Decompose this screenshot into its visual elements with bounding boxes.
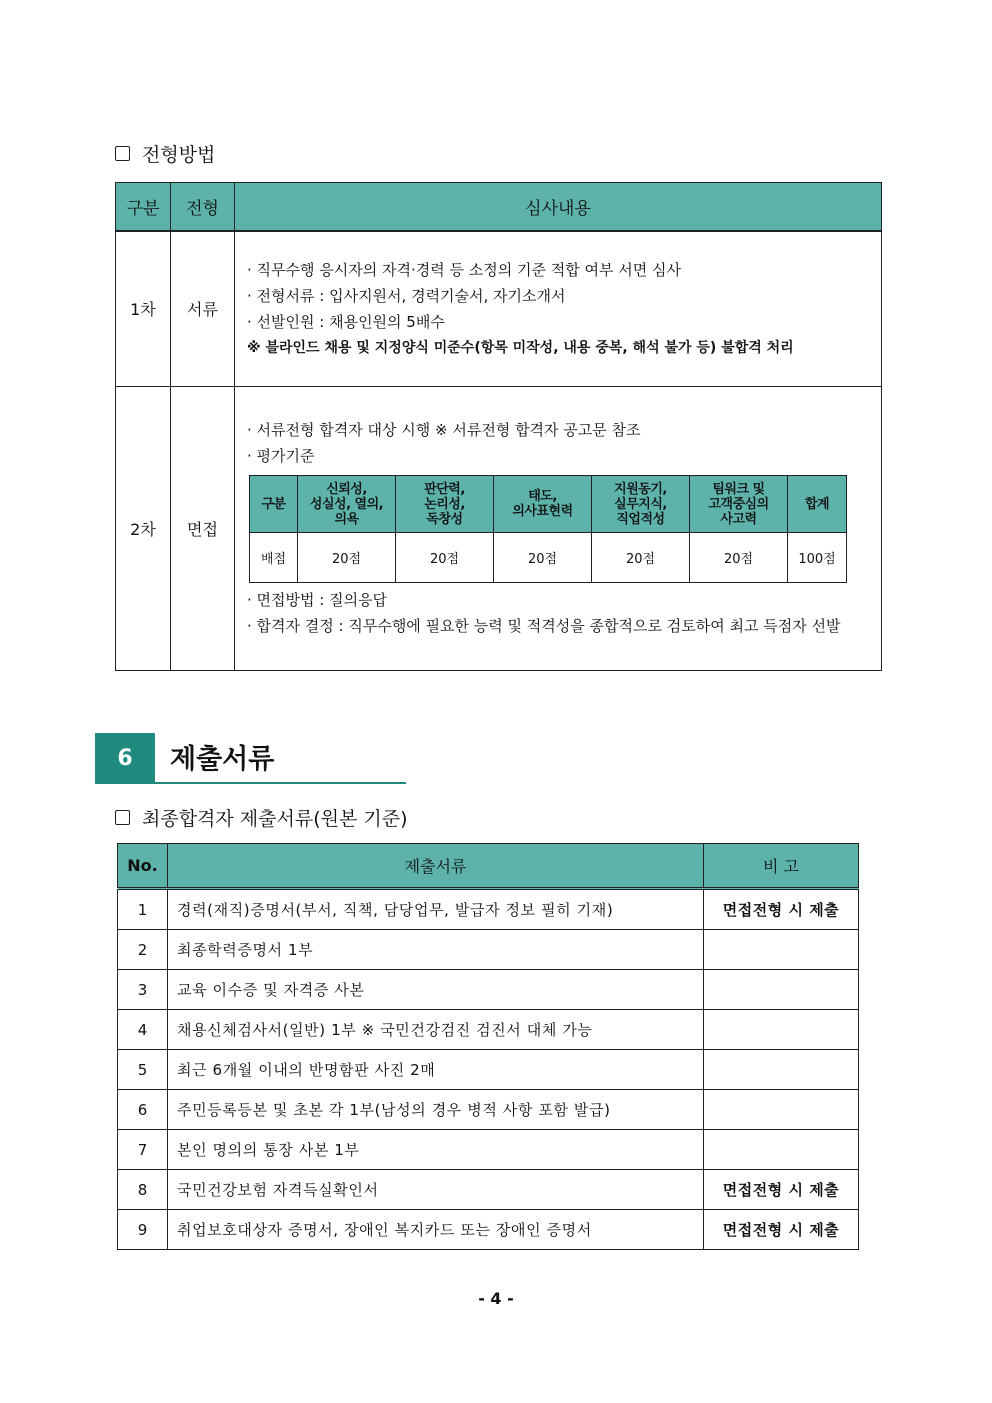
table-row: [118, 1210, 859, 1250]
criteria-points: 20점: [298, 533, 396, 583]
round2-stage: 2차: [116, 386, 171, 670]
criteria-name-line: 팀워크 및: [712, 481, 765, 497]
criteria-points: 20점: [592, 533, 690, 583]
criteria-name-line: 판단력,: [424, 481, 465, 497]
selection-table: [115, 182, 882, 671]
table-row: [118, 1130, 859, 1170]
row-note: [704, 1010, 859, 1050]
table-row: [118, 970, 859, 1010]
criteria-total-header: [788, 476, 847, 533]
checkbox-icon: [115, 146, 130, 161]
documents-header-row: [118, 844, 859, 889]
round2-row: [116, 386, 882, 670]
header-doc: 제출서류: [168, 844, 704, 889]
round1-stage: 1차: [116, 231, 171, 386]
round1-content: [235, 231, 882, 386]
round1-note: ※ 블라인드 채용 및 지정양식 미준수(항목 미작성, 내용 중복, 해석 불가 등) 불합격 처리: [247, 339, 794, 356]
table-row: [118, 889, 859, 930]
row-note: 면접전형 시 제출: [704, 889, 859, 930]
round1-line: · 전형서류 : 입사지원서, 경력기술서, 자기소개서: [247, 286, 566, 305]
criteria-name-line: 합계: [804, 496, 830, 512]
row-no: 2: [118, 930, 168, 970]
header-type: 전형: [171, 183, 235, 232]
round2-type: 면접: [171, 386, 235, 670]
row-no: 8: [118, 1170, 168, 1210]
row-note: [704, 1090, 859, 1130]
row-doc: 최근 6개월 이내의 반명함판 사진 2매: [168, 1050, 704, 1090]
row-no: 4: [118, 1010, 168, 1050]
table-row: [118, 1090, 859, 1130]
criteria-name-line: 의사표현력: [512, 504, 573, 519]
selection-heading-text: 전형방법: [142, 144, 216, 166]
row-doc: 최종학력증명서 1부: [168, 930, 704, 970]
row-note: 면접전형 시 제출: [704, 1170, 859, 1210]
row-no: 7: [118, 1130, 168, 1170]
criteria-name-line: 태도,: [528, 489, 557, 504]
round2-content: [235, 386, 882, 670]
header-note: 비 고: [704, 844, 859, 889]
round1-line: · 직무수행 응시자의 자격·경력 등 소정의 기준 적합 여부 서면 심사: [247, 260, 681, 279]
criteria-item: [494, 476, 592, 533]
row-no: 3: [118, 970, 168, 1010]
header-content: 심사내용: [235, 183, 882, 232]
criteria-points: 20점: [396, 533, 494, 583]
checkbox-icon: [115, 810, 130, 825]
criteria-total-points: 100점: [788, 533, 847, 583]
header-no: No.: [118, 844, 168, 889]
criteria-name-line: 직업적성: [616, 511, 665, 527]
criteria-points: 20점: [690, 533, 788, 583]
round2-line: · 평가기준: [247, 447, 315, 465]
documents-heading: [115, 804, 408, 831]
row-no: 1: [118, 889, 168, 930]
selection-header-row: [116, 183, 882, 232]
row-doc: 경력(재직)증명서(부서, 직책, 담당업무, 발급자 정보 필히 기재): [168, 889, 704, 930]
row-note: [704, 1130, 859, 1170]
criteria-table: [249, 475, 847, 583]
criteria-item: [690, 476, 788, 533]
row-no: 6: [118, 1090, 168, 1130]
table-row: [118, 1050, 859, 1090]
row-doc: 취업보호대상자 증명서, 장애인 복지카드 또는 장애인 증명서: [168, 1210, 704, 1250]
row-note: [704, 1050, 859, 1090]
criteria-name-line: 사고력: [720, 511, 757, 527]
criteria-label-header: 구분: [250, 476, 298, 533]
row-doc: 주민등록등본 및 초본 각 1부(남성의 경우 병적 사항 포함 발급): [168, 1090, 704, 1130]
table-row: [118, 930, 859, 970]
round2-line: · 합격자 결정 : 직무수행에 필요한 능력 및 적격성을 종합적으로 검토하여 최고 득점자 선발: [247, 617, 841, 635]
criteria-label-row: 배점: [250, 533, 298, 583]
criteria-item: [592, 476, 690, 533]
table-row: [118, 1010, 859, 1050]
row-note: 면접전형 시 제출: [704, 1210, 859, 1250]
row-note: [704, 970, 859, 1010]
criteria-header-row: [250, 476, 847, 533]
section-underline: [95, 782, 406, 784]
row-no: 5: [118, 1050, 168, 1090]
criteria-name-line: 의욕: [334, 511, 359, 527]
criteria-name-line: 실무지식,: [614, 496, 667, 512]
round2-line: · 면접방법 : 질의응답: [247, 591, 388, 609]
round1-type: 서류: [171, 231, 235, 386]
round1-row: [116, 231, 882, 386]
criteria-points: 20점: [494, 533, 592, 583]
row-doc: 본인 명의의 통장 사본 1부: [168, 1130, 704, 1170]
row-doc: 채용신체검사서(일반) 1부 ※ 국민건강검진 검진서 대체 가능: [168, 1010, 704, 1050]
row-doc: 교육 이수증 및 자격증 사본: [168, 970, 704, 1010]
criteria-points-row: [250, 533, 847, 583]
row-no: 9: [118, 1210, 168, 1250]
criteria-name-line: 신뢰성,: [326, 481, 367, 497]
criteria-name-line: 고객중심의: [708, 496, 769, 512]
criteria-name-line: 논리성,: [424, 496, 465, 512]
criteria-item: [396, 476, 494, 533]
documents-heading-text: 최종합격자 제출서류(원본 기준): [142, 808, 408, 830]
round2-line: · 서류전형 합격자 대상 시행 ※ 서류전형 합격자 공고문 참조: [247, 421, 641, 439]
criteria-item: [298, 476, 396, 533]
criteria-name-line: 성실성, 열의,: [309, 496, 384, 512]
criteria-name-line: 지원동기,: [614, 481, 667, 497]
table-row: [118, 1170, 859, 1210]
row-doc: 국민건강보험 자격득실확인서: [168, 1170, 704, 1210]
section-title: 제출서류: [170, 744, 275, 775]
round1-line: · 선발인원 : 채용인원의 5배수: [247, 312, 445, 331]
documents-table: [117, 843, 859, 1250]
selection-heading: [115, 140, 215, 167]
page-number: - 4 -: [478, 1289, 514, 1308]
row-note: [704, 930, 859, 970]
criteria-name-line: 독창성: [426, 511, 463, 527]
header-category: 구분: [116, 183, 171, 232]
section-number: 6: [95, 733, 155, 783]
